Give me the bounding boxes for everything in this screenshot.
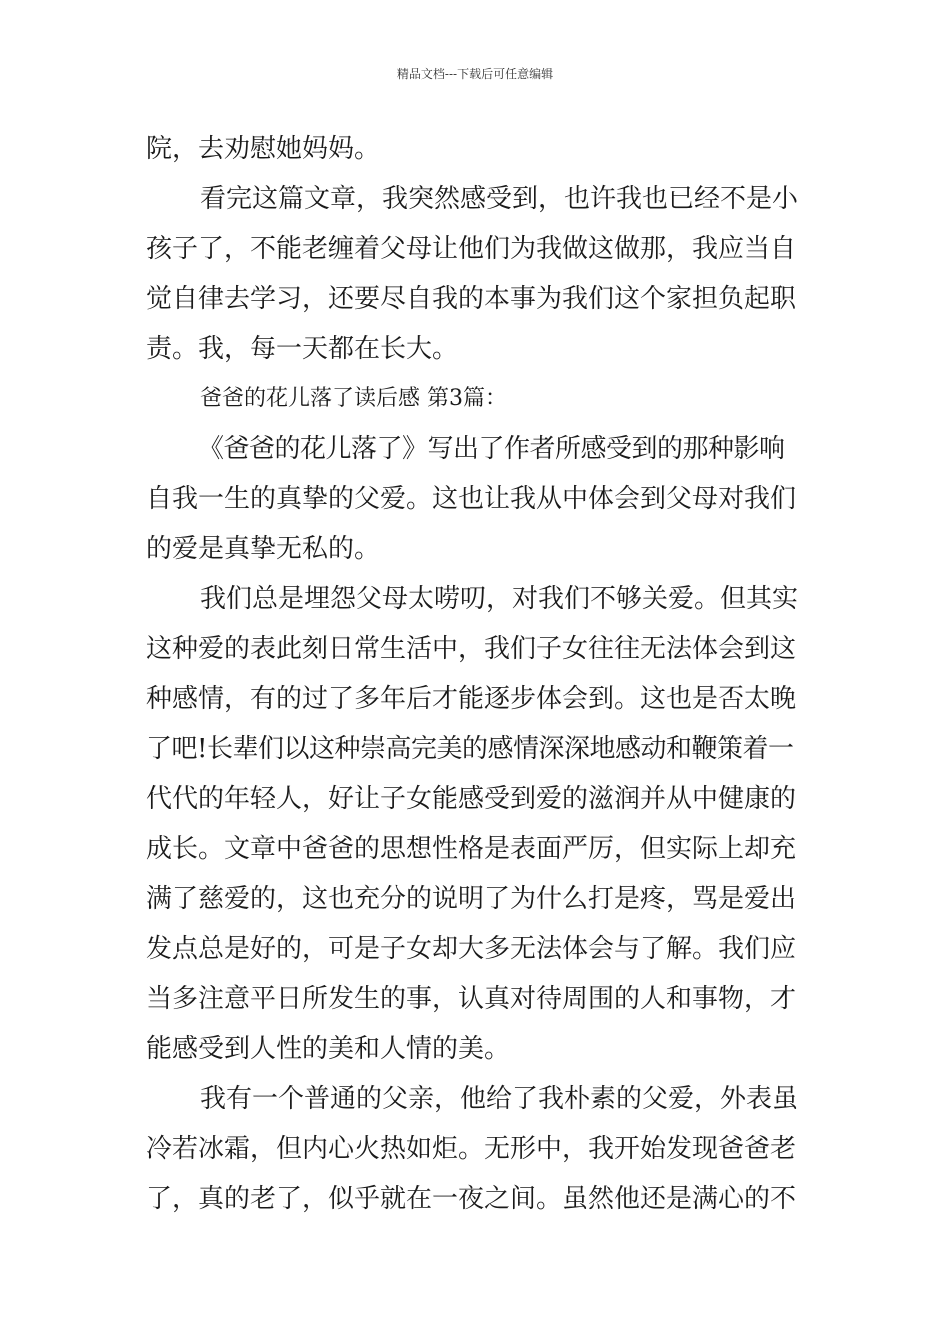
text-line: 成长。文章中爸爸的思想性格是表面严厉，但实际上却充 — [146, 834, 797, 864]
section-heading: 爸爸的花儿落了读后感 第3篇： — [200, 386, 507, 411]
text-line: 代代的年轻人，好让子女能感受到爱的滋润并从中健康的 — [146, 784, 797, 814]
paragraph-first-line: 看完这篇文章，我突然感受到，也许我也已经不是小 — [200, 184, 799, 214]
text-line: 发点总是好的，可是子女却大多无法体会与了解。我们应 — [146, 934, 797, 964]
text-line: 了，真的老了，似乎就在一夜之间。虽然他还是满心的不 — [146, 1184, 797, 1214]
document-body — [146, 124, 806, 1224]
text-line: 的爱是真挚无私的。 — [146, 534, 381, 564]
page-header: 精品文档---下载后可任意编辑 — [396, 67, 554, 81]
text-line: 孩子了，不能老缠着父母让他们为我做这做那，我应当自 — [146, 234, 797, 264]
text-line: 院，去劝慰她妈妈。 — [146, 134, 381, 164]
text-line: 自我一生的真挚的父爱。这也让我从中体会到父母对我们 — [146, 484, 797, 514]
paragraph-first-line: 《爸爸的花儿落了》写出了作者所感受到的那种影响 — [198, 434, 785, 464]
text-line: 了吧!长辈们以这种崇高完美的感情深深地感动和鞭策着一 — [146, 734, 794, 764]
paragraph-first-line: 我们总是埋怨父母太唠叨，对我们不够关爱。但其实 — [200, 584, 799, 614]
text-line: 当多注意平日所发生的事，认真对待周围的人和事物，才 — [146, 984, 797, 1014]
text-line: 满了慈爱的，这也充分的说明了为什么打是疼，骂是爱出 — [146, 884, 797, 914]
text-line: 这种爱的表此刻日常生活中，我们子女往往无法体会到这 — [146, 634, 797, 664]
text-line: 冷若冰霜，但内心火热如炬。无形中，我开始发现爸爸老 — [146, 1134, 797, 1164]
text-line: 种感情，有的过了多年后才能逐步体会到。这也是否太晚 — [146, 684, 797, 714]
text-line: 觉自律去学习，还要尽自我的本事为我们这个家担负起职 — [146, 284, 797, 314]
paragraph-first-line: 我有一个普通的父亲，他给了我朴素的父爱，外表虽 — [200, 1084, 799, 1114]
text-line: 能感受到人性的美和人情的美。 — [146, 1034, 511, 1064]
text-line: 责。我，每一天都在长大。 — [146, 334, 459, 364]
